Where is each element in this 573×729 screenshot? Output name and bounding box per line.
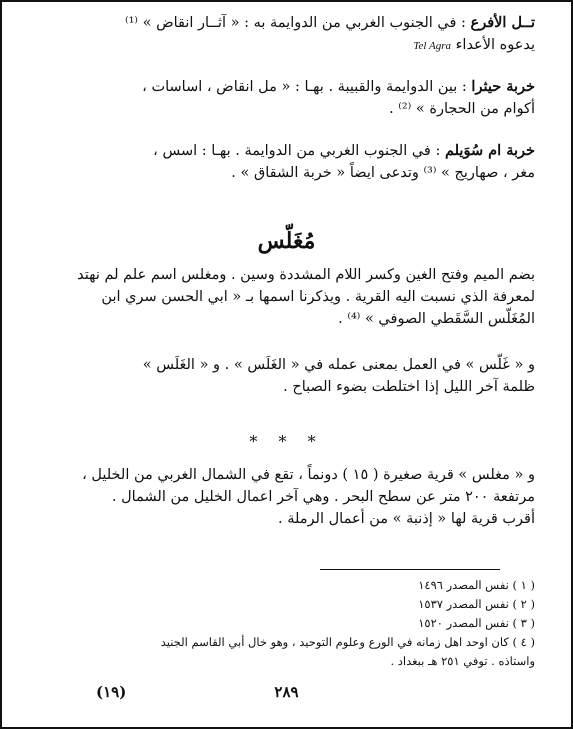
footnote-4-continued: واستاذه . توفي ٢٥١ هـ ببغداد . <box>390 654 535 668</box>
paragraph-line: ظلمة آخر الليل إذا اختلطت بضوء الصباح . <box>283 379 535 395</box>
entry-line <box>36 12 535 34</box>
entry-text: : في الجنوب الغربي من الدوايمة . بهـا : اسس ، <box>153 143 445 159</box>
footnote-3: ( ٣ ) نفس المصدر ١٥٢٠ <box>418 616 535 630</box>
section-separator: * * * <box>249 432 324 451</box>
paragraph-location <box>36 464 535 530</box>
entry-heading: خربة ام سُوَيلم <box>444 142 535 159</box>
footnotes <box>36 576 535 671</box>
latin-name: Tel Agra <box>413 40 451 52</box>
entry-heading: خربة حيثرا <box>471 78 535 95</box>
section-title: مُغَلّس <box>257 228 316 254</box>
entry-line <box>36 76 535 98</box>
page-number: ٢٨٩ <box>274 683 299 701</box>
chapter-number: (١٩) <box>96 683 127 701</box>
footnote-divider <box>320 569 500 570</box>
paragraph-line: لمعرفة الذي نسبت اليه القرية . ويذكرنا اسمها بـ « ابي الحسن سري ابن <box>101 289 535 305</box>
paragraph-line: و « مغلس » قرية صغيرة ( ١٥ ) دونماً ، تقع في الشمال الغربي من الخليل ، <box>82 467 535 483</box>
entry-heading: تــل الأفرع <box>470 14 535 31</box>
page-footer <box>2 683 571 705</box>
paragraph-line: مرتفعة ٢٠٠ متر عن سطح البحر . وهي آخر اعمال الخليل من الشمال . <box>111 489 535 505</box>
entry-text: : في الجنوب الغربي من الدوايمة به : « آثــار انقاض » ⁽¹⁾ <box>125 15 471 31</box>
entry-line <box>36 34 535 57</box>
entry-khirbet-haythara <box>36 76 535 120</box>
entry-text: يدعوه الأعداء <box>455 37 535 53</box>
entry-khirbet-umm-suwaylim <box>36 140 535 184</box>
entry-line <box>36 98 535 120</box>
paragraph-line: المُغَلّس السَّقَطي الصوفي » ⁽⁴⁾ . <box>338 311 535 327</box>
footnote-1: ( ١ ) نفس المصدر ١٤٩٦ <box>418 578 535 592</box>
paragraph-meaning <box>36 354 535 398</box>
entry-line <box>36 140 535 162</box>
entry-tel-al-afra <box>36 12 535 57</box>
paragraph-etymology <box>36 264 535 330</box>
paragraph-line: و « غَلّس » في العمل بمعنى عمله في « الغَلَس » . و « الغَلَس » <box>142 357 535 373</box>
footnote-2: ( ٢ ) نفس المصدر ١٥٣٧ <box>418 597 535 611</box>
entry-text: أكوام من الحجارة » ⁽²⁾ . <box>389 101 535 117</box>
entry-line <box>36 162 535 184</box>
footnote-4: ( ٤ ) كان اوحد اهل زمانه في الورع وعلوم التوحيد ، وهو خال أبي القاسم الجنيد <box>160 635 535 649</box>
entry-text: : بين الدوايمة والقبيبة . بهـا : « مل انقاض ، اساسات ، <box>142 79 472 95</box>
entry-text: مغر ، صهاريج » ⁽³⁾ وتدعى ايضاً « خربة الشقاق » . <box>231 165 535 181</box>
paragraph-line: بضم الميم وفتح الغين وكسر اللام المشددة وسين . ومغلس اسم علم لم نهتد <box>77 267 535 283</box>
paragraph-line: أقرب قرية لها « إذنبة » من أعمال الرملة . <box>278 511 535 527</box>
